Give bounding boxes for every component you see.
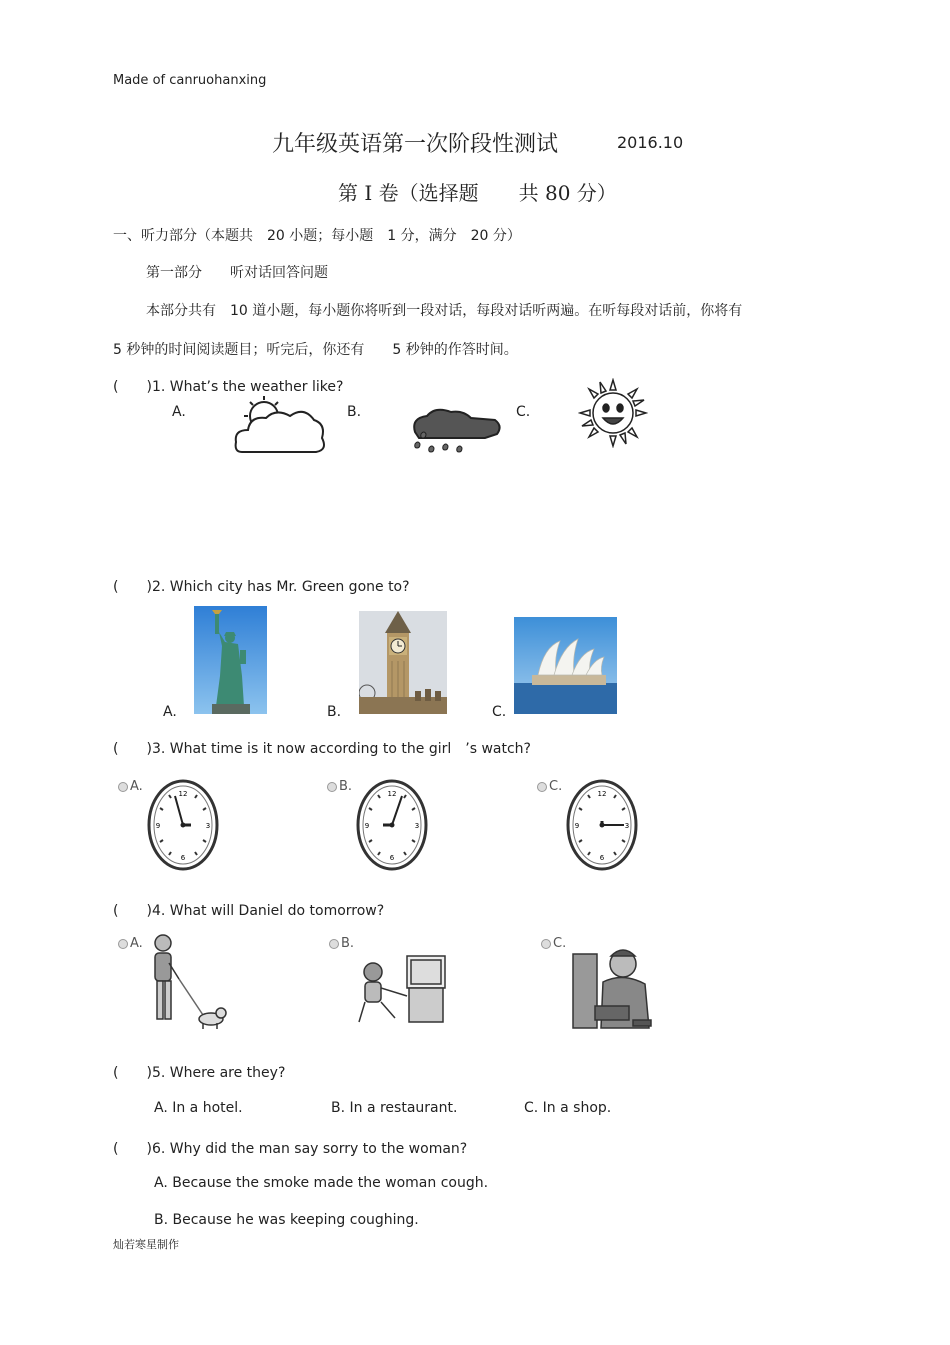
radio-icon[interactable]: [537, 782, 547, 792]
q2-option-c-label: C.: [492, 704, 507, 720]
watching-tv-icon[interactable]: [355, 952, 447, 1028]
clock-numeral-9: 9: [364, 822, 370, 830]
radio-icon[interactable]: [541, 939, 551, 949]
clock-numeral-3: 3: [624, 822, 630, 830]
using-computer-icon[interactable]: [571, 942, 653, 1030]
radio-icon[interactable]: [118, 782, 128, 792]
question-6: [113, 1138, 467, 1158]
walking-dog-icon[interactable]: [145, 933, 227, 1031]
q1-option-b-label: B.: [347, 404, 362, 420]
big-ben-photo[interactable]: [359, 611, 447, 714]
exam-date: 2016.10: [617, 133, 684, 152]
q5-option-a[interactable]: A. In a hotel.: [154, 1100, 243, 1116]
q6-option-a[interactable]: A. Because the smoke made the woman cough.: [154, 1175, 489, 1191]
clock-numeral-12: 12: [178, 790, 188, 798]
question-4: [113, 900, 384, 920]
answer-bracket[interactable]: ( ): [113, 1141, 152, 1157]
answer-bracket[interactable]: ( ): [113, 579, 152, 595]
q4-option-a[interactable]: A.: [118, 936, 143, 951]
clock-numeral-9: 9: [574, 822, 580, 830]
rain-cloud-icon[interactable]: [405, 404, 503, 458]
q3-option-b[interactable]: B.: [327, 779, 352, 794]
smiling-sun-icon[interactable]: [578, 378, 648, 448]
q5-option-b[interactable]: B. In a restaurant.: [331, 1100, 458, 1116]
question-text: 5. Where are they?: [151, 1065, 286, 1081]
sun-behind-cloud-icon[interactable]: [232, 394, 328, 460]
q1-option-a-label: A.: [172, 404, 186, 420]
clock-c-icon[interactable]: [566, 778, 638, 872]
question-text: 2. Which city has Mr. Green gone to?: [151, 579, 410, 595]
question-text: 4. What will Daniel do tomorrow?: [151, 903, 385, 919]
question-text: 3. What time is it now according to the girl ’s watch?: [151, 741, 531, 757]
q3-option-a[interactable]: A.: [118, 779, 143, 794]
answer-bracket[interactable]: ( ): [113, 379, 152, 395]
radio-icon[interactable]: [329, 939, 339, 949]
answer-bracket[interactable]: ( ): [113, 903, 152, 919]
question-text: 1. What’s the weather like?: [151, 379, 344, 395]
clock-numeral-12: 12: [387, 790, 397, 798]
clock-numeral-6: 6: [180, 854, 186, 862]
maker-header: Made of canruohanxing: [113, 73, 267, 88]
clock-a-icon[interactable]: [147, 778, 219, 872]
radio-icon[interactable]: [118, 939, 128, 949]
question-1: [113, 376, 343, 396]
exam-title: 九年级英语第一次阶段性测试: [272, 132, 559, 157]
instructions-line2: 5 秒钟的时间阅读题目；听完后，你还有 5 秒钟的作答时间。: [113, 342, 518, 358]
instructions-line1: 本部分共有 10 道小题，每小题你将听到一段对话，每段对话听两遍。在听每段对话前，你将有: [146, 303, 743, 319]
q6-option-b[interactable]: B. Because he was keeping coughing.: [154, 1212, 419, 1228]
clock-numeral-3: 3: [205, 822, 211, 830]
maker-footer: 灿若寒星制作: [113, 1238, 179, 1251]
volume-subtitle: 第 I 卷（选择题 共 80 分）: [338, 181, 617, 205]
q4-option-c[interactable]: C.: [541, 936, 566, 951]
answer-bracket[interactable]: ( ): [113, 741, 152, 757]
sydney-opera-house-photo[interactable]: [514, 617, 617, 714]
clock-b-icon[interactable]: [356, 778, 428, 872]
q5-option-c[interactable]: C. In a shop.: [524, 1100, 612, 1116]
clock-numeral-9: 9: [155, 822, 161, 830]
section-heading: 一、听力部分（本题共 20 小题；每小题 1 分，满分 20 分）: [113, 228, 521, 244]
question-text: 6. Why did the man say sorry to the woman?: [151, 1141, 468, 1157]
q2-option-a-label: A.: [163, 704, 177, 720]
q1-option-c-label: C.: [516, 404, 531, 420]
answer-bracket[interactable]: ( ): [113, 1065, 152, 1081]
clock-numeral-12: 12: [597, 790, 607, 798]
question-5: [113, 1062, 285, 1082]
radio-icon[interactable]: [327, 782, 337, 792]
clock-numeral-6: 6: [389, 854, 395, 862]
clock-numeral-6: 6: [599, 854, 605, 862]
question-2: [113, 576, 410, 596]
clock-numeral-3: 3: [414, 822, 420, 830]
q3-option-c[interactable]: C.: [537, 779, 562, 794]
statue-of-liberty-photo[interactable]: [194, 606, 267, 714]
q4-option-b[interactable]: B.: [329, 936, 354, 951]
question-3: [113, 738, 531, 758]
q2-option-b-label: B.: [327, 704, 342, 720]
part-heading: 第一部分 听对话回答问题: [146, 265, 328, 281]
